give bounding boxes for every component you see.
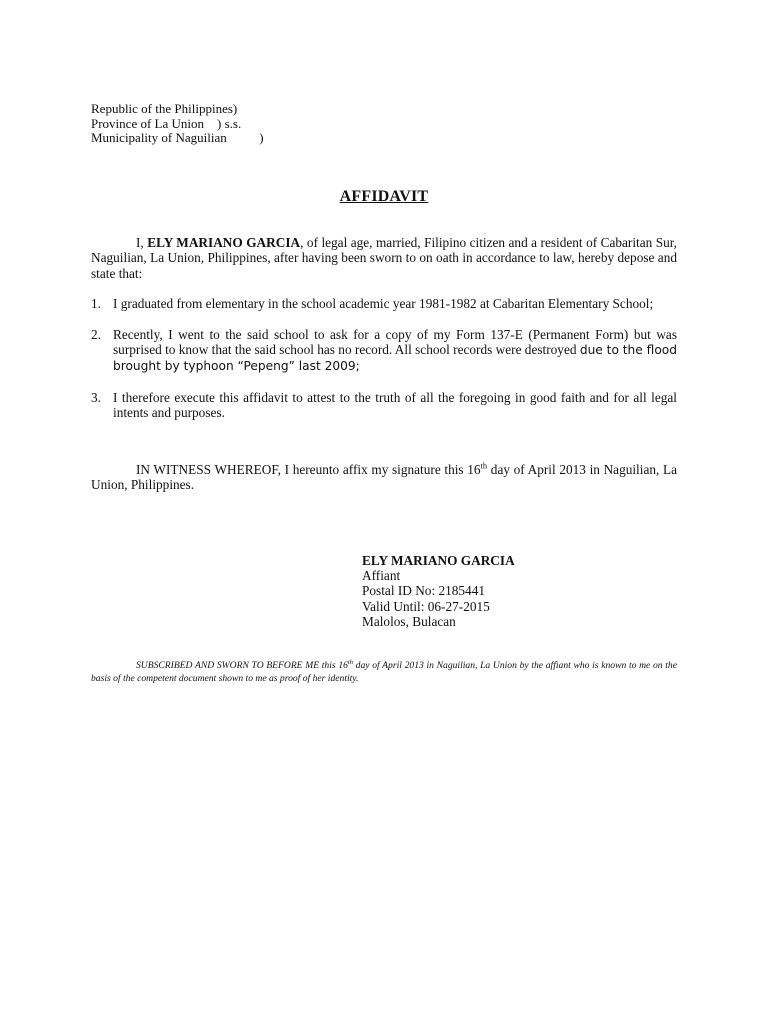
affiant-name-inline: ELY MARIANO GARCIA [147,235,301,250]
list-item-text-sans: due to the flood brought by typhoon “Pepeng” last 2009; [113,343,677,374]
postal-id: Postal ID No: 2185441 [362,583,485,599]
jurat-ordinal: th [347,658,353,666]
list-item [91,390,677,421]
valid-until: Valid Until: 06-27-2015 [362,598,490,614]
list-item-text-serif: Recently, I went to the said school to ask for a copy of my Form 137-E (Permanent Form) but was surprised to know that the said school has no record. All school records were destroyed [113,326,677,358]
document-title: AFFIDAVIT [339,188,429,205]
intro-paragraph [91,235,677,281]
witness-after: day of April 2013 in Naguilian, La Union, Philippines. [91,462,677,493]
venue-province: Province of La Union ) s.s. [91,115,242,131]
list-item [91,327,677,375]
list-item [91,296,677,311]
affiant-role: Affiant [362,568,401,584]
witness-before: IN WITNESS WHEREOF, I hereunto affix my signature this 16 [136,462,481,477]
affiant-address: Malolos, Bulacan [362,613,456,629]
intro-rest: , of legal age, married, Filipino citizen and a resident of Cabaritan Sur, Naguilian, La Union, Philippines, after having been sworn to on oath in accordance to law, hereby depose and state that: [91,235,677,281]
list-item-text: I graduated from elementary in the school academic year 1981-1982 at Cabaritan Elementary School; [113,296,654,311]
venue-republic: Republic of the Philippines) [91,101,238,116]
witness-paragraph [91,462,677,493]
jurat-after: day of April 2013 in Naguilian, La Union by the affiant who is known to me on the basis of the competent document shown to me as proof of her identity. [91,660,677,684]
intro-lead: I, [136,235,148,250]
list-item-text: I therefore execute this affidavit to attest to the truth of all the foregoing in good faith and for all legal intents and purposes. [113,390,677,421]
witness-ordinal: th [480,460,488,471]
statement-list [91,296,677,436]
list-item-text [113,327,677,375]
list-item-number: 2. [91,326,101,342]
list-item-number: 1. [91,296,101,311]
signature-block [362,553,515,629]
jurat-before: SUBSCRIBED AND SWORN TO BEFORE ME this 16 [136,660,348,671]
jurat-paragraph [91,659,677,685]
venue-block [91,102,264,146]
affiant-name: ELY MARIANO GARCIA [362,553,515,568]
list-item-number: 3. [91,390,101,406]
venue-municipality: Municipality of Naguilian ) [91,130,264,145]
